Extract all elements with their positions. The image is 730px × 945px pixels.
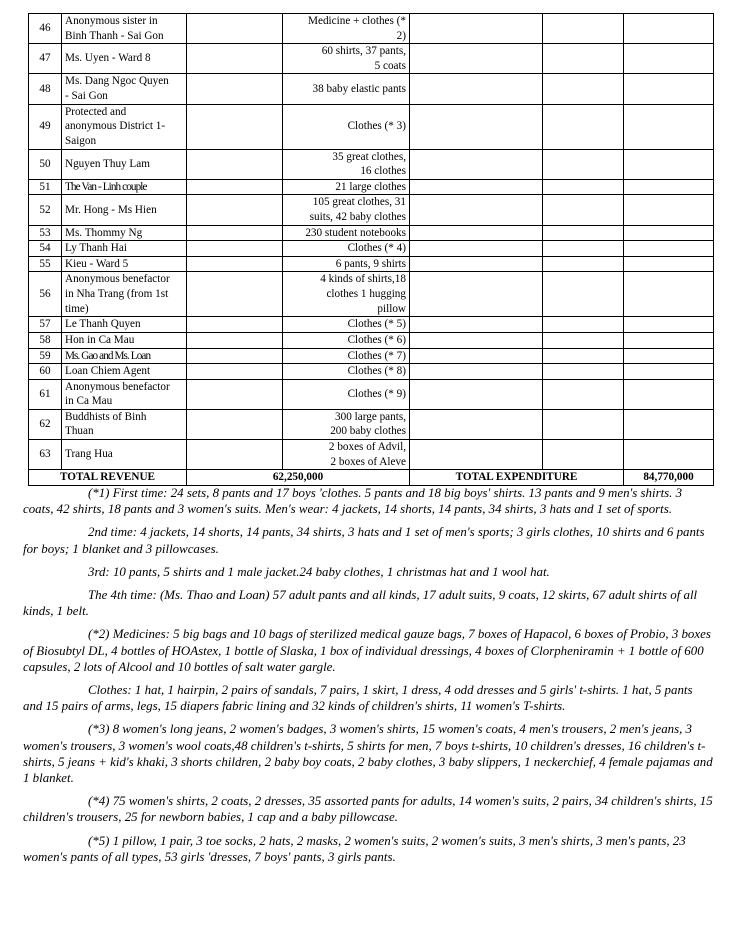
donor-name: Le Thanh Quyen (62, 317, 187, 333)
footnote-paragraph: (*5) 1 pillow, 1 pair, 3 toe socks, 2 hats, 2 masks, 2 women's suits, 2 women's suits, 3 men's shirts, 3 men's pants, 23 women's pants of all types, 53 girls 'dresses, 7 boys' pants, 3 girls pants. (23, 833, 686, 864)
empty-cell (543, 104, 624, 149)
row-number: 61 (29, 379, 62, 409)
empty-cell (187, 379, 283, 409)
empty-cell (410, 272, 543, 317)
empty-cell (187, 440, 283, 470)
total-revenue-label: TOTAL REVENUE (29, 470, 187, 486)
row-number: 52 (29, 195, 62, 225)
row-number: 47 (29, 44, 62, 74)
empty-cell (624, 195, 714, 225)
total-revenue-value: 62,250,000 (187, 470, 410, 486)
table-row (29, 74, 714, 104)
empty-cell (624, 364, 714, 380)
empty-cell (543, 149, 624, 179)
donor-name: Trang Hua (62, 440, 187, 470)
empty-cell (543, 364, 624, 380)
row-number: 51 (29, 179, 62, 195)
table-row (29, 149, 714, 179)
empty-cell (624, 440, 714, 470)
empty-cell (543, 74, 624, 104)
empty-cell (543, 348, 624, 364)
donor-name: Ms. Dang Ngoc Quyen - Sai Gon (62, 74, 187, 104)
donated-items: 6 pants, 9 shirts (283, 256, 410, 272)
empty-cell (187, 317, 283, 333)
empty-cell (187, 364, 283, 380)
donated-items: 300 large pants, 200 baby clothes (283, 409, 410, 439)
donated-items: 4 kinds of shirts,18 clothes 1 hugging pillow (283, 272, 410, 317)
donation-table-body (29, 14, 714, 470)
table-row (29, 332, 714, 348)
empty-cell (187, 256, 283, 272)
empty-cell (410, 225, 543, 241)
empty-cell (410, 409, 543, 439)
empty-cell (187, 409, 283, 439)
empty-cell (543, 317, 624, 333)
empty-cell (543, 440, 624, 470)
row-number: 50 (29, 149, 62, 179)
table-row (29, 440, 714, 470)
empty-cell (543, 14, 624, 44)
row-number: 46 (29, 14, 62, 44)
donated-items: 230 student notebooks (283, 225, 410, 241)
donor-name: Kieu - Ward 5 (62, 256, 187, 272)
empty-cell (410, 256, 543, 272)
row-number: 54 (29, 241, 62, 257)
empty-cell (410, 195, 543, 225)
row-number: 62 (29, 409, 62, 439)
table-row (29, 104, 714, 149)
donated-items: 2 boxes of Advil, 2 boxes of Aleve (283, 440, 410, 470)
donor-name: Anonymous benefactor in Nha Trang (from 1st time) (62, 272, 187, 317)
row-number: 63 (29, 440, 62, 470)
empty-cell (624, 317, 714, 333)
table-row (29, 409, 714, 439)
table-row (29, 241, 714, 257)
footnote-paragraph: The 4th time: (Ms. Thao and Loan) 57 adult pants and all kinds, 17 adult suits, 9 coats, 12 skirts, 67 adult shirts of all kinds, 1 belt. (23, 588, 698, 619)
donated-items: 38 baby elastic pants (283, 74, 410, 104)
empty-cell (624, 379, 714, 409)
empty-cell (410, 14, 543, 44)
row-number: 55 (29, 256, 62, 272)
row-number: 58 (29, 332, 62, 348)
donor-name: Protected and anonymous District 1- Saigon (62, 104, 187, 149)
row-number: 53 (29, 225, 62, 241)
empty-cell (187, 179, 283, 195)
empty-cell (543, 195, 624, 225)
donated-items: Clothes (* 5) (283, 317, 410, 333)
empty-cell (624, 409, 714, 439)
empty-cell (187, 225, 283, 241)
empty-cell (187, 241, 283, 257)
total-expenditure-label: TOTAL EXPENDITURE (410, 470, 624, 486)
empty-cell (410, 440, 543, 470)
empty-cell (187, 332, 283, 348)
empty-cell (543, 241, 624, 257)
empty-cell (410, 348, 543, 364)
empty-cell (410, 364, 543, 380)
empty-cell (187, 14, 283, 44)
donor-name: Ms. Uyen - Ward 8 (62, 44, 187, 74)
footnote-paragraph: (*4) 75 women's shirts, 2 coats, 2 dresses, 35 assorted pants for adults, 14 women's suits, 2 pairs, 34 children's shirts, 15 children's trousers, 25 for newborn babies, 1 cap and a baby pillowcase. (23, 794, 713, 825)
donated-items: 35 great clothes, 16 clothes (283, 149, 410, 179)
empty-cell (410, 317, 543, 333)
empty-cell (543, 379, 624, 409)
row-number: 49 (29, 104, 62, 149)
donated-items: 21 large clothes (283, 179, 410, 195)
empty-cell (410, 74, 543, 104)
empty-cell (624, 14, 714, 44)
table-row (29, 256, 714, 272)
empty-cell (187, 272, 283, 317)
empty-cell (624, 272, 714, 317)
footnote-paragraph: Clothes: 1 hat, 1 hairpin, 2 pairs of sandals, 7 pairs, 1 skirt, 1 dress, 4 odd dresses and 5 girls' t-shirts. 1 hat, 5 pants and 15 pairs of arms, legs, 15 diapers fabric lining and 32 kinds of children's shirts, 11 women's T-shirts. (23, 683, 693, 714)
empty-cell (624, 241, 714, 257)
empty-cell (187, 149, 283, 179)
donor-name: Nguyen Thuy Lam (62, 149, 187, 179)
empty-cell (624, 225, 714, 241)
row-number: 57 (29, 317, 62, 333)
empty-cell (187, 104, 283, 149)
donated-items: Clothes (* 6) (283, 332, 410, 348)
donor-name: The Van - Linh couple (62, 179, 187, 195)
total-expenditure-value: 84,770,000 (624, 470, 714, 486)
empty-cell (624, 348, 714, 364)
table-row (29, 195, 714, 225)
empty-cell (624, 179, 714, 195)
empty-cell (187, 348, 283, 364)
donated-items: 60 shirts, 37 pants, 5 coats (283, 44, 410, 74)
empty-cell (624, 256, 714, 272)
donor-name: Loan Chiem Agent (62, 364, 187, 380)
empty-cell (410, 379, 543, 409)
empty-cell (187, 195, 283, 225)
empty-cell (543, 44, 624, 74)
empty-cell (543, 179, 624, 195)
donor-name: Hon in Ca Mau (62, 332, 187, 348)
empty-cell (543, 332, 624, 348)
donated-items: Clothes (* 3) (283, 104, 410, 149)
table-row (29, 225, 714, 241)
donated-items: Clothes (* 9) (283, 379, 410, 409)
row-number: 56 (29, 272, 62, 317)
empty-cell (624, 332, 714, 348)
donated-items: Medicine + clothes (* 2) (283, 14, 410, 44)
empty-cell (410, 241, 543, 257)
empty-cell (543, 272, 624, 317)
empty-cell (624, 74, 714, 104)
donor-name: Anonymous sister in Binh Thanh - Sai Gon (62, 14, 187, 44)
table-row (29, 364, 714, 380)
donor-name: Anonymous benefactor in Ca Mau (62, 379, 187, 409)
empty-cell (543, 256, 624, 272)
totals-row (29, 470, 714, 486)
donor-name: Ms. Gao and Ms. Loan (62, 348, 187, 364)
row-number: 48 (29, 74, 62, 104)
footnote-paragraph: 2nd time: 4 jackets, 14 shorts, 14 pants, 34 shirts, 3 hats and 1 set of men's sports; 3 girls clothes, 10 shirts and 6 pants for boys; 1 blanket and 3 pillowcases. (23, 525, 705, 556)
donation-table (28, 13, 714, 486)
empty-cell (543, 225, 624, 241)
donated-items: Clothes (* 8) (283, 364, 410, 380)
footnotes (23, 485, 713, 872)
empty-cell (410, 149, 543, 179)
donor-name: Mr. Hong - Ms Hien (62, 195, 187, 225)
empty-cell (187, 44, 283, 74)
empty-cell (624, 149, 714, 179)
empty-cell (410, 104, 543, 149)
footnote-paragraph: (*2) Medicines: 5 big bags and 10 bags of sterilized medical gauze bags, 7 boxes of Hapacol, 6 boxes of Probio, 3 boxes of Biosubtyl DL, 4 bottles of HOAstex, 1 bottle of Slaska, 1 box of individual dressings, 4 boxes of Clorpheniramin + 1 bottle of 600 capsules, 2 lots of Alcool and 10 bottles of salt water gargle. (23, 627, 711, 674)
empty-cell (410, 44, 543, 74)
donated-items: 105 great clothes, 31 suits, 42 baby clothes (283, 195, 410, 225)
row-number: 59 (29, 348, 62, 364)
donated-items: Clothes (* 4) (283, 241, 410, 257)
footnote-paragraph: (*3) 8 women's long jeans, 2 women's badges, 3 women's shirts, 15 women's coats, 4 men's trousers, 2 men's jeans, 3 women's trousers, 3 women's wool coats,48 children's t-shirts, 5 shirts for men, 7 boys t-shirts, 10 children's dresses, 16 children's t-shirts, 5 jeans + kid's khaki, 3 shorts children, 2 baby boy coats, 2 baby clothes, 3 baby slippers, 1 neckerchief, 4 female pajamas and 1 blanket. (23, 722, 713, 786)
table-row (29, 317, 714, 333)
footnote-paragraph: (*1) First time: 24 sets, 8 pants and 17 boys 'clothes. 5 pants and 18 big boys' shirts. 13 pants and 9 men's shirts. 3 coats, 42 shirts, 18 pants and 3 women's suits. Men's wear: 4 jackets, 14 shorts, 14 pants, 34 shirts, 3 hats and 1 set of sports. (23, 486, 683, 517)
table-row (29, 272, 714, 317)
donor-name: Ms. Thommy Ng (62, 225, 187, 241)
empty-cell (410, 179, 543, 195)
donor-name: Ly Thanh Hai (62, 241, 187, 257)
empty-cell (187, 74, 283, 104)
empty-cell (624, 44, 714, 74)
donated-items: Clothes (* 7) (283, 348, 410, 364)
table-row (29, 44, 714, 74)
donor-name: Buddhists of Binh Thuan (62, 409, 187, 439)
table-row (29, 348, 714, 364)
table-row (29, 14, 714, 44)
empty-cell (410, 332, 543, 348)
table-row (29, 379, 714, 409)
table-row (29, 179, 714, 195)
empty-cell (624, 104, 714, 149)
row-number: 60 (29, 364, 62, 380)
footnote-paragraph: 3rd: 10 pants, 5 shirts and 1 male jacket.24 baby clothes, 1 christmas hat and 1 wool hat. (88, 564, 550, 579)
empty-cell (543, 409, 624, 439)
